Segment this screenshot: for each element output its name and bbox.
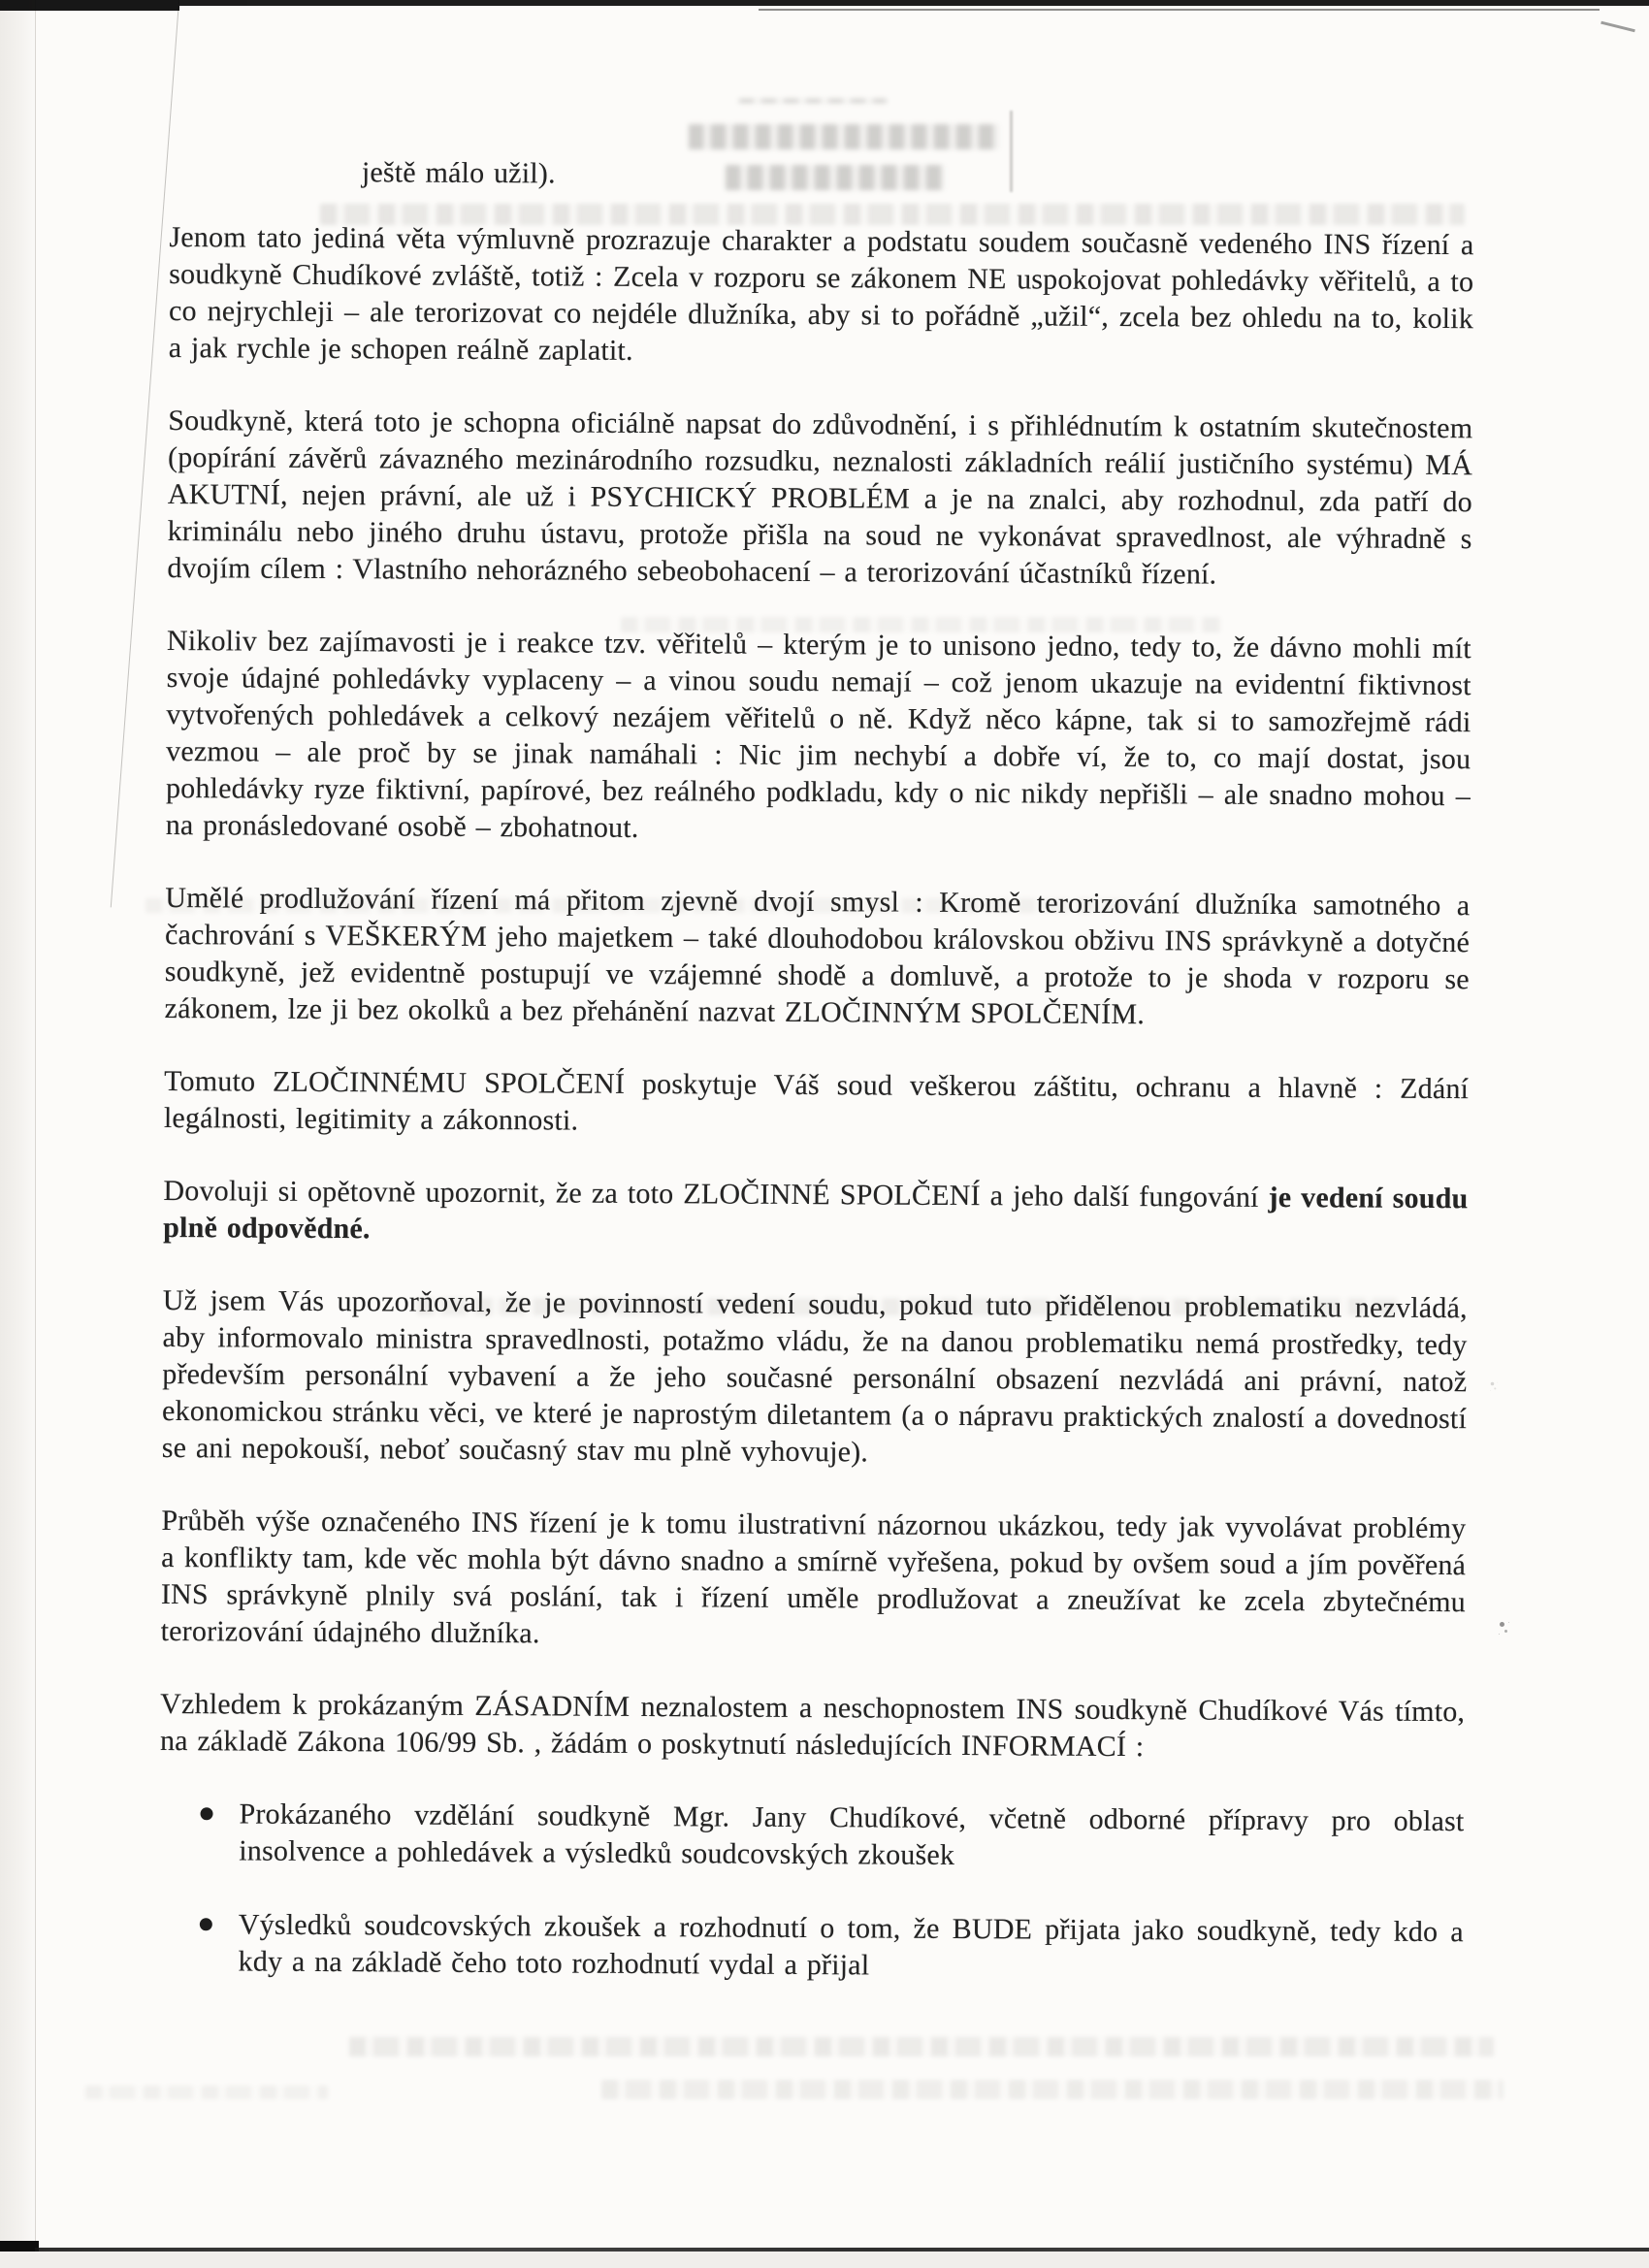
paragraph-7: Už jsem Vás upozorňoval, že je povinností vedení soudu, pokud tuto přidělenou problematiku nezvládá, aby informovalo ministra spravedlnosti, potažmo vládu, že na danou problematiku nemá prostředky, tedy především personální vybavení a že jeho současné personální obsazení nezvládá ani právní, natož ekonomickou stránku věci, ve které je naprostým diletantem (a o nápravu praktických znalostí a dovedností se ani nepokouší, neboť současný stav mu plně vyhovuje). xyxy=(161,1283,1468,1469)
bleedthrough-text-row xyxy=(349,2037,1494,2057)
paragraph-4: Umělé prodlužování řízení má přitom zjevně dvojí smysl : Kromě terorizování dlužníka samotného a čachrování s VEŠKERÝM jeho majetkem – také dlouhodobou královskou obživu INS správkyně a dotyčné soudkyně, jež evidentně postupují ve vzájemné shodě a domluvě, a protože to je shoda v rozporu se zákonem, lze ji bez okolků a bez přehánění nazvat ZLOČINNÝM SPOLČENÍM. xyxy=(164,881,1471,1031)
paragraph-9: Vzhledem k prokázaným ZÁSADNÍM neznalostem a neschopnostem INS soudkyně Chudíkové Vás tímto, na základě Zákona 106/99 Sb. , žádám o poskytnutí následujících INFORMACÍ : xyxy=(159,1687,1466,1764)
continuation-line: ještě málo užil). xyxy=(361,156,556,190)
bleedthrough-text-row xyxy=(85,2086,328,2099)
letter-body xyxy=(158,153,1474,2025)
bleedthrough-text-row xyxy=(601,2080,1504,2099)
bullet-item-1: Prokázaného vzdělání soudkyně Mgr. Jany Chudíkové, včetně odborné přípravy pro oblast insolvence a pohledávek a výsledků soudcovských zkoušek xyxy=(159,1796,1464,1877)
bullet-dot-icon xyxy=(200,1918,212,1930)
scan-left-shadow-band xyxy=(0,0,35,2268)
paragraph-3: Nikoliv bez zajímavosti je i reakce tzv. věřitelů – kterým je to unisono jedno, tedy to, že dávno mohli mít svoje údajné pohledávky vyplaceny – a vinou soudu nemají – což jenom ukazuje na evidentní fiktivnost vytvořených pohledávek a celkový nezájem věřitelů o ně. Když něco kápne, tak si to samozřejmě rádi vezmou – ale proč by se jinak namáhali : Nic jim nechybí a dobře ví, že to, co mají dostat, jsou pohledávky ryze fiktivní, papírové, bez reálného podkladu, kdy o nic nikdy nepřišli – ale snadno mohou – na pronásledované osobě – zbohatnout. xyxy=(165,624,1472,844)
scan-bottom-band xyxy=(0,2252,1649,2268)
paragraph-1: Jenom tato jediná věta výmluvně prozrazuje charakter a podstatu soudem současně vedeného INS řízení a soudkyně Chudíkové zvláště, totiž : Zcela v rozporu se zákonem NE uspokojovat pohledávky věřitelů, a to co nejrychleji – ale terorizovat co nejdéle dlužníka, aby si to pořádně „užil“, zcela bez ohledu na to, kolik a jak rychle je schopen reálně zaplatit. xyxy=(168,220,1474,367)
scan-top-edge-artifact xyxy=(0,0,1649,6)
bullet-dot-icon xyxy=(201,1807,213,1820)
ink-speckle xyxy=(1491,1382,1495,1386)
information-request-list xyxy=(158,1796,1464,1988)
scan-top-edge-thin-line xyxy=(759,9,1600,11)
bullet-item-2: Výsledků soudcovských zkoušek a rozhodnutí o tom, že BUDE přijata jako soudkyně, tedy kdo a kdy a na základě čeho toto rozhodnutí vydal a přijal xyxy=(158,1906,1463,1988)
paragraph-5: Tomuto ZLOČINNÉMU SPOLČENÍ poskytuje Váš soud veškerou záštitu, ochranu a hlavně : Zdání legálnosti, legitimity a zákonnosti. xyxy=(163,1064,1470,1137)
paragraph-8: Průběh výše označeného INS řízení je k tomu ilustrativní názornou ukázkou, tedy jak vyvolávat problémy a konflikty tam, kde věc mohla být dávno snadno a smírně vyřešena, pokud by ovšem soud a jím pověřená INS správkyně plnily svá poslání, tak i řízení uměle prodlužovat a zneužívat ke zcela zbytečnému terorizování údajného dlužníka. xyxy=(160,1504,1467,1650)
ink-speckle xyxy=(1500,1622,1504,1627)
paragraph-2: Soudkyně, která toto je schopna oficiálně napsat do zdůvodnění, i s přihlédnutím k ostatním skutečnostem (popírání závěrů závazného mezinárodního rozsudku, neznalosti základních reálií justičního systému) MÁ AKUTNÍ, nejen právní, ale už i PSYCHICKÝ PROBLÉM a je na znalci, aby rozhodnul, zda patří do kriminálu nebo jiného druhu ústavu, protože přišla na soud ne vykonávat spravedlnost, ale výhradně s dvojím cílem : Vlastního nehorázného sebeobohacení – a terorizování účastníků řízení. xyxy=(167,404,1473,591)
scan-top-right-mark xyxy=(1600,21,1635,33)
scan-left-edge-line xyxy=(35,0,36,2268)
paragraph-6: Dovoluji si opětovně upozornit, že za toto ZLOČINNÉ SPOLČENÍ a jeho další fungování je vedení soudu plně odpovědné. xyxy=(163,1174,1469,1246)
